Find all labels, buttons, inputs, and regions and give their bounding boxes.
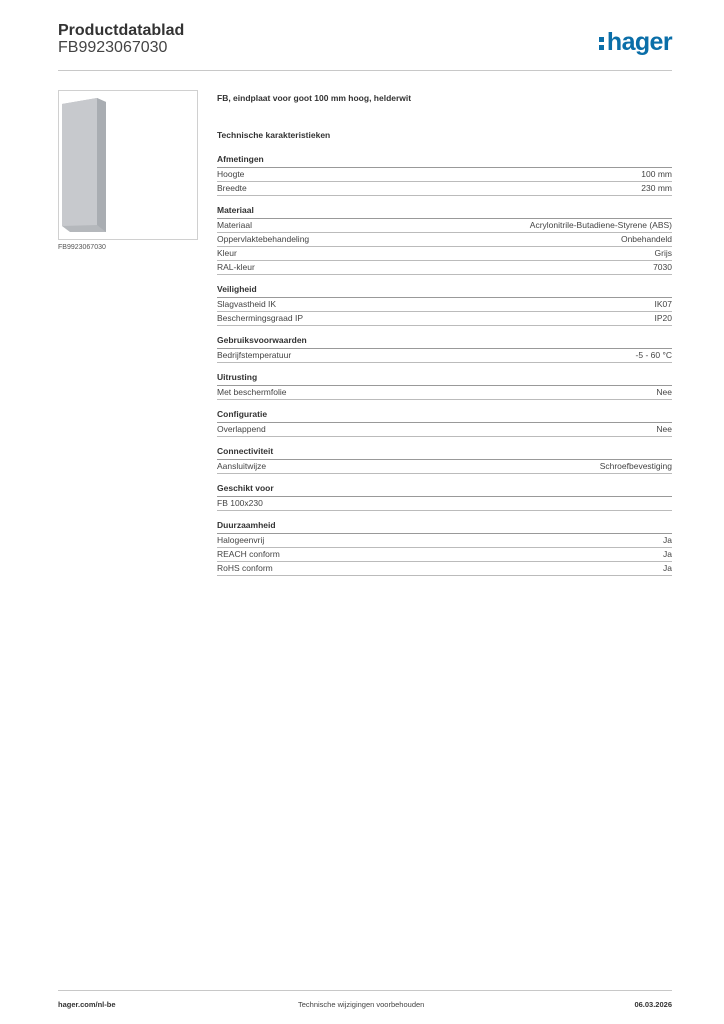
section-title: Uitrusting — [217, 373, 672, 386]
spec-value: Schroefbevestiging — [599, 461, 672, 471]
footer-date: 06.03.2026 — [634, 1000, 672, 1009]
spec-label: Met beschermfolie — [217, 387, 287, 397]
spec-value: Ja — [663, 535, 672, 545]
spec-label: Oppervlaktebehandeling — [217, 234, 310, 244]
product-description: FB, eindplaat voor goot 100 mm hoog, helderwit — [217, 93, 412, 103]
spec-value: Nee — [656, 387, 672, 397]
spec-row — [217, 219, 672, 233]
spec-section — [217, 484, 672, 511]
spec-value: Acrylonitrile-Butadiene-Styrene (ABS) — [529, 220, 672, 230]
spec-label: FB 100x230 — [217, 498, 263, 508]
spec-section — [217, 410, 672, 437]
spec-value: Grijs — [654, 248, 672, 258]
document-title: Productdatablad — [58, 22, 185, 39]
spec-row — [217, 247, 672, 261]
section-title: Connectiviteit — [217, 447, 672, 460]
spec-label: Aansluitwijze — [217, 461, 267, 471]
spec-label: RoHS conform — [217, 563, 273, 573]
spec-label: Kleur — [217, 248, 237, 258]
spec-row — [217, 349, 672, 363]
spec-row — [217, 261, 672, 275]
spec-section — [217, 336, 672, 363]
spec-label: Materiaal — [217, 220, 252, 230]
section-title: Afmetingen — [217, 155, 672, 168]
hager-logo — [599, 28, 672, 57]
spec-value: Ja — [663, 563, 672, 573]
spec-row — [217, 312, 672, 326]
spec-value: 7030 — [653, 262, 672, 272]
footer-notice: Technische wijzigingen voorbehouden — [298, 1000, 425, 1009]
spec-value: Nee — [656, 424, 672, 434]
section-title: Configuratie — [217, 410, 672, 423]
spec-label: Halogeenvrij — [217, 535, 265, 545]
section-title: Veiligheid — [217, 285, 672, 298]
spec-value: 230 mm — [641, 183, 672, 193]
product-code: FB9923067030 — [58, 39, 168, 56]
end-plate-image — [62, 98, 106, 232]
spec-label: Slagvastheid IK — [217, 299, 277, 309]
spec-value: IP20 — [654, 313, 672, 323]
spec-section — [217, 373, 672, 400]
spec-label: REACH conform — [217, 549, 280, 559]
section-title: Geschikt voor — [217, 484, 672, 497]
spec-row — [217, 548, 672, 562]
spec-row — [217, 534, 672, 548]
spec-content — [217, 93, 672, 586]
spec-row — [217, 233, 672, 247]
technical-heading: Technische karakteristieken — [217, 130, 331, 140]
spec-label: Hoogte — [217, 169, 245, 179]
spec-label: Beschermingsgraad IP — [217, 313, 303, 323]
section-title: Gebruiksvoorwaarden — [217, 336, 672, 349]
spec-section — [217, 447, 672, 474]
spec-section — [217, 285, 672, 326]
spec-section — [217, 521, 672, 576]
image-caption: FB9923067030 — [58, 244, 106, 251]
spec-value: IK07 — [654, 299, 672, 309]
page-header — [58, 20, 672, 71]
spec-row — [217, 298, 672, 312]
spec-value: Onbehandeld — [620, 234, 672, 244]
section-title: Materiaal — [217, 206, 672, 219]
spec-section — [217, 206, 672, 275]
spec-row — [217, 460, 672, 474]
spec-row — [217, 497, 672, 511]
spec-section — [217, 155, 672, 196]
logo-text: hager — [606, 28, 672, 56]
spec-value: Ja — [663, 549, 672, 559]
spec-row — [217, 423, 672, 437]
spec-row — [217, 168, 672, 182]
spec-row — [217, 182, 672, 196]
spec-value: 100 mm — [641, 169, 672, 179]
footer-website: hager.com/nl-be — [58, 1000, 116, 1009]
spec-row — [217, 562, 672, 576]
spec-label: Bedrijfstemperatuur — [217, 350, 292, 360]
spec-label: Overlappend — [217, 424, 266, 434]
spec-label: Breedte — [217, 183, 247, 193]
spec-row — [217, 386, 672, 400]
section-title: Duurzaamheid — [217, 521, 672, 534]
page-footer — [58, 990, 672, 1009]
spec-sections — [217, 155, 672, 576]
spec-label: RAL-kleur — [217, 262, 255, 272]
logo-dots-icon — [599, 34, 604, 52]
spec-value: -5 - 60 °C — [635, 350, 672, 360]
